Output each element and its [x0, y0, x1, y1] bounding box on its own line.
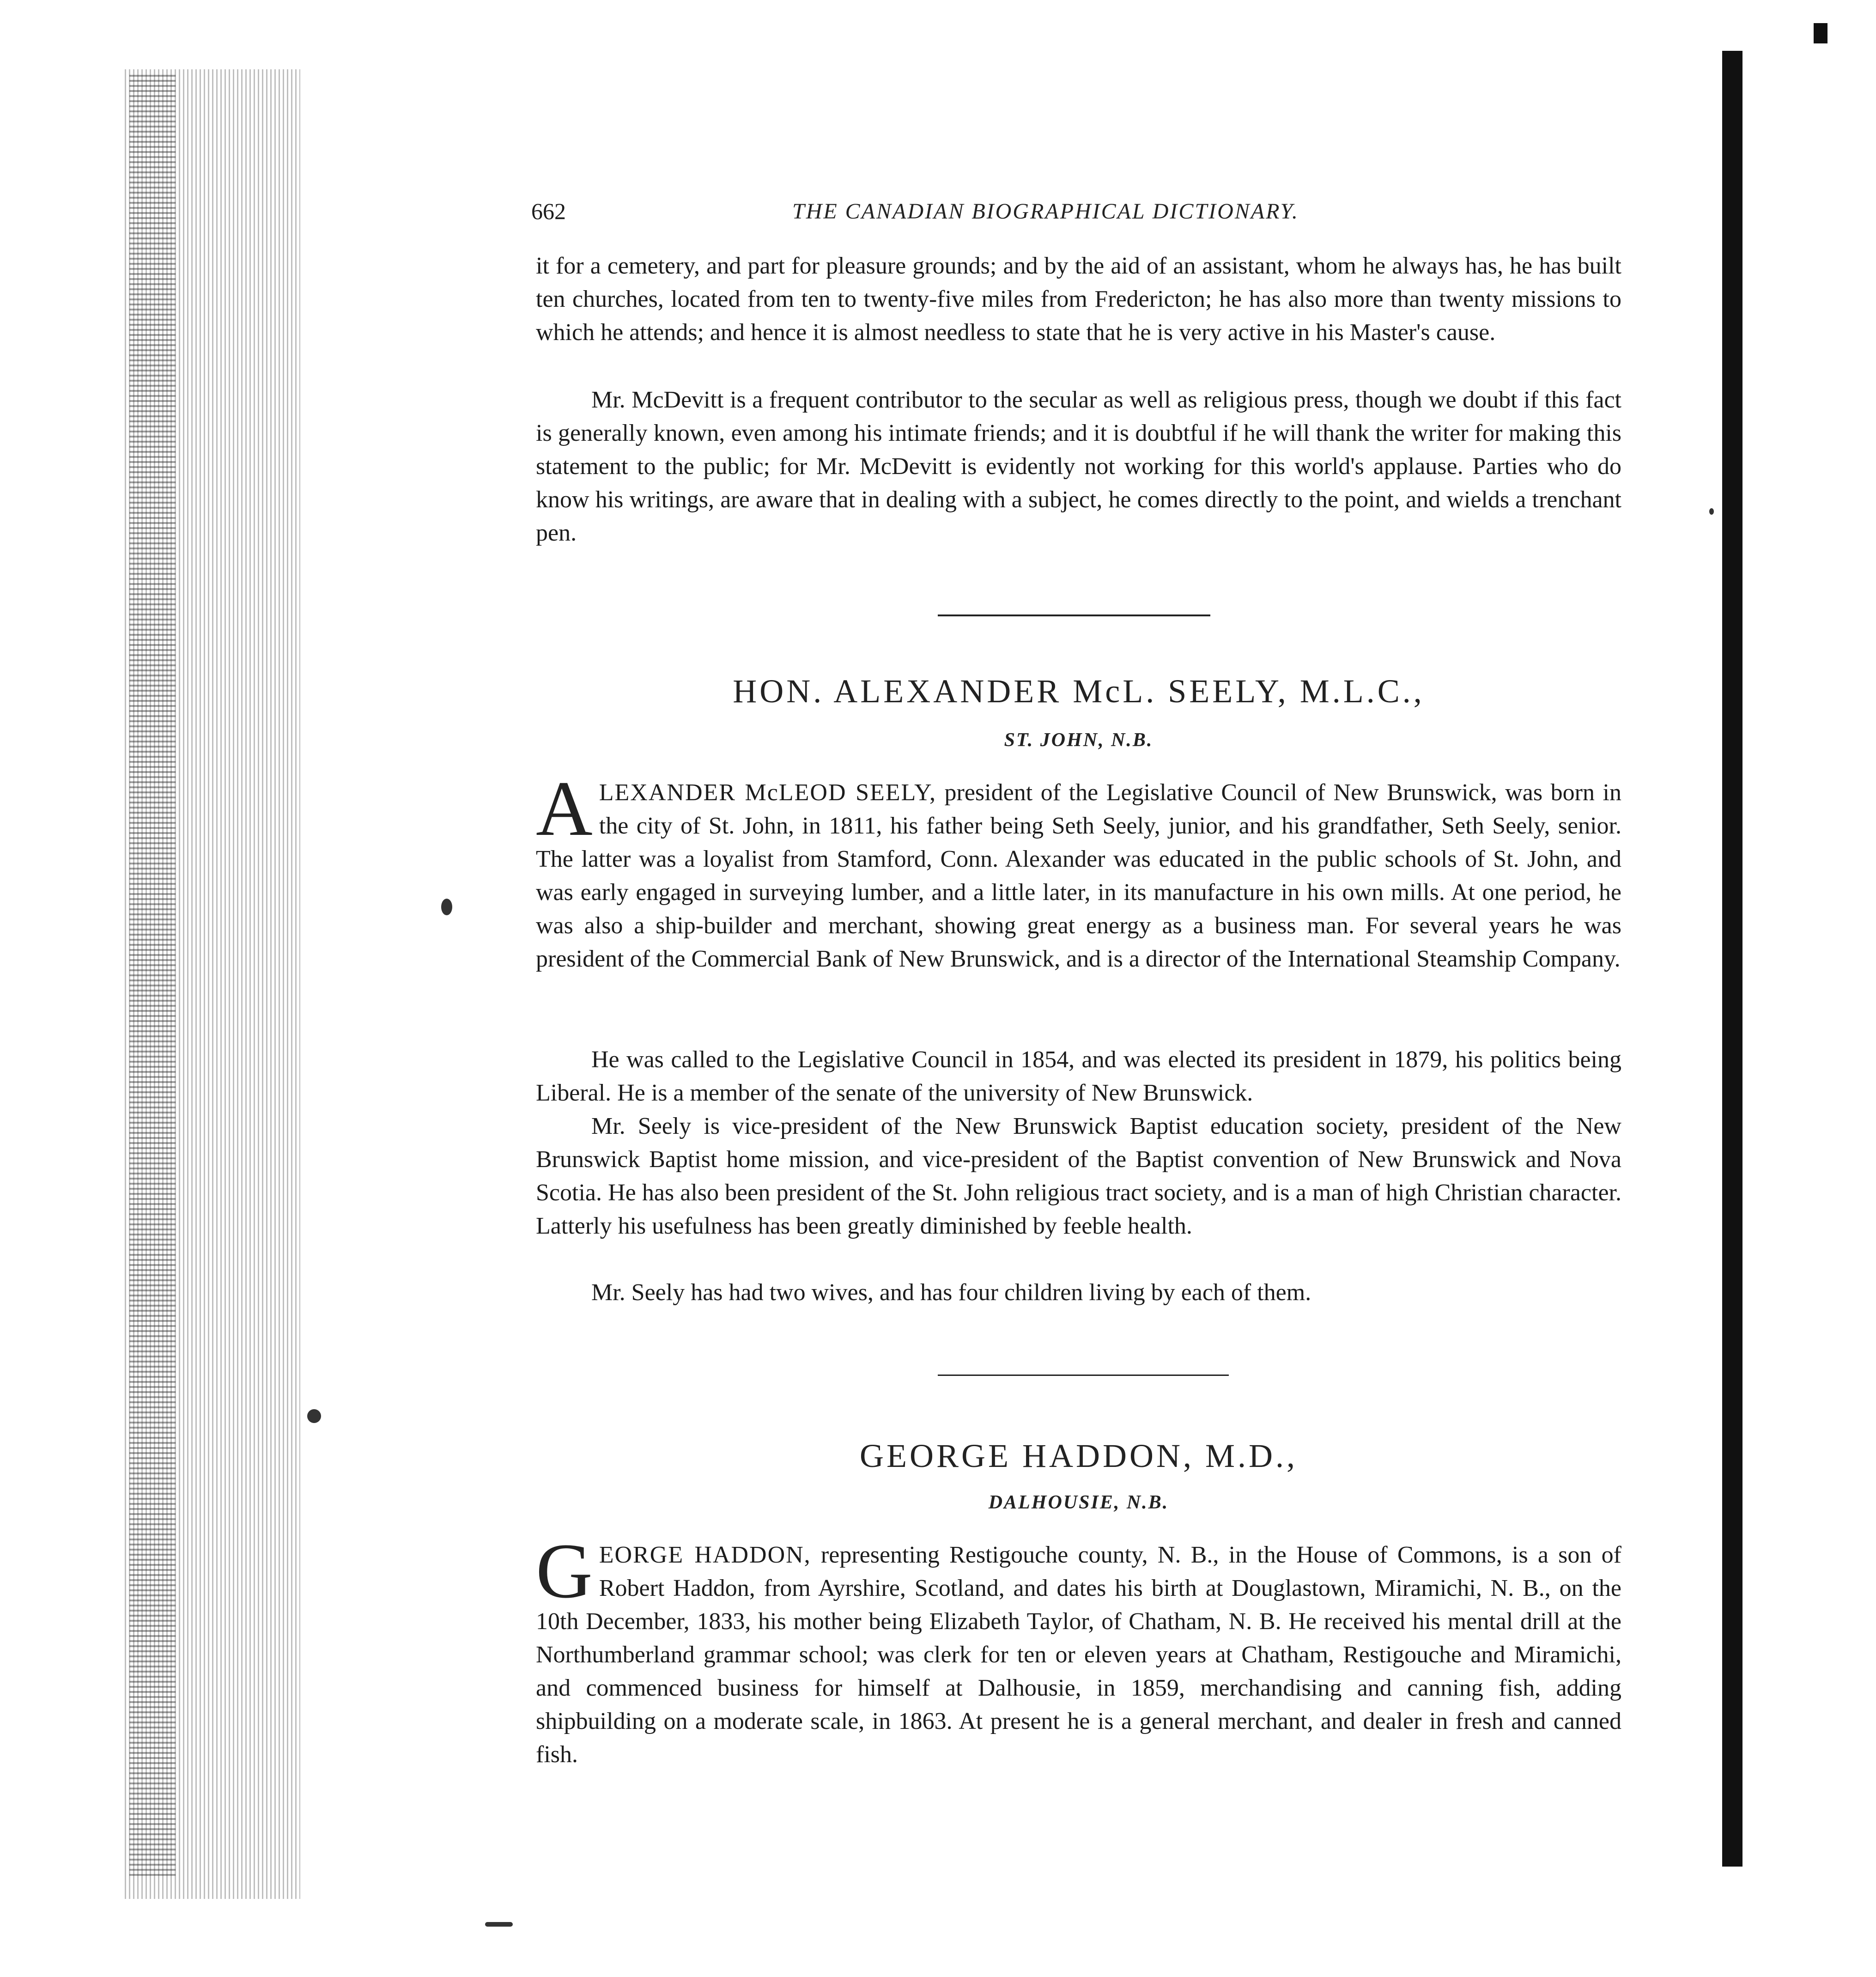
entry-place-haddon: DALHOUSIE, N.B.: [988, 1492, 1169, 1513]
scan-speck: [1709, 508, 1714, 515]
scan-speck: [485, 1922, 513, 1927]
scan-speck: [441, 899, 452, 915]
seely-paragraph-1: [536, 765, 1621, 976]
section-divider: [938, 614, 1210, 616]
seely-paragraph-2: He was called to the Legislative Council in 1854, and was elected its president in 1879, his politics being Liberal. He is a member of the senate of the university of New Brunswick.: [536, 1046, 1621, 1106]
continued-paragraph-2: Mr. McDevitt is a frequent contributor to the secular as well as religious press, though we doubt if this fact is generally known, even among his intimate friends; and it is doubtful if he will thank the writer for making this statement to the public; for Mr. McDevitt is evidently not working for this world's applause. Parties who do know his writings, are aware that in dealing with a subject, he comes directly to the point, and wields a trenchant pen.: [536, 387, 1621, 546]
seely-paragraph-3: Mr. Seely is vice-president of the New Brunswick Baptist education society, president of the New Brunswick Baptist home mission, and vice-president of the Baptist convention of New Brunswick and Nova Scotia. He has also been president of the St. John religious tract society, and is a man of high Christian character. Latterly his usefulness has been greatly diminished by feeble health.: [536, 1113, 1621, 1239]
page-number: 662: [531, 198, 566, 224]
section-divider: [938, 1375, 1229, 1376]
scan-speck: [307, 1409, 321, 1423]
continued-paragraph-1: it for a cemetery, and part for pleasure grounds; and by the aid of an assistant, whom he always has, he has built ten churches, located from ten to twenty-five miles from Fredericton; he has also more than twenty missions to which he attends; and hence it is almost needless to state that he is very active in his Master's cause.: [536, 253, 1621, 346]
binding-edge: [129, 74, 176, 1876]
running-head-title: THE CANADIAN BIOGRAPHICAL DICTIONARY.: [792, 199, 1299, 224]
corner-mark: [1814, 23, 1827, 43]
dropcap-g: G: [536, 1527, 593, 1614]
haddon-paragraph-1: [536, 1527, 1621, 1771]
seely-lead: LEXANDER McLEOD SEELY,: [599, 779, 936, 806]
seely-paragraph-4: Mr. Seely has had two wives, and has four children living by each of them.: [591, 1279, 1311, 1306]
haddon-paragraph-1-text: representing Restigouche county, N. B., in the House of Commons, is a son of Robert Haddon, from Ayrshire, Scotland, and dates his birth at Douglastown, Miramichi, N. B., on the 10th December, 1833, his mother being Elizabeth Taylor, of Chatham, N. B. He received his mental drill at the Northumberland grammar school; was clerk for ten or eleven years at Chatham, Restigouche and Miramichi, and commenced business for himself at Dalhousie, in 1859, merchandising and canning fish, adding shipbuilding on a moderate scale, in 1863. At present he is a general merchant, and dealer in fresh and canned fish.: [536, 1542, 1621, 1768]
entry-place-seely: ST. JOHN, N.B.: [1004, 730, 1154, 751]
dropcap-a: A: [536, 765, 593, 852]
entry-title-haddon: GEORGE HADDON, M.D.,: [860, 1437, 1298, 1474]
right-edge-bar: [1722, 51, 1742, 1867]
entry-title-seely: HON. ALEXANDER McL. SEELY, M.L.C.,: [733, 673, 1425, 710]
seely-paragraph-1-text: president of the Legislative Council of New Brunswick, was born in the city of St. John, in 1811, his father being Seth Seely, junior, and his grandfather, Seth Seely, senior. The latter was a loyalist from Stamford, Conn. Alexander was educated in the public schools of St. John, and was early engaged in surveying lumber, and a little later, in its manufacture in his own mills. At one period, he was also a ship-builder and merchant, showing great energy as a business man. For several years he was president of the Commercial Bank of New Brunswick, and is a director of the International Steamship Company.: [536, 779, 1621, 972]
haddon-lead: EORGE HADDON,: [599, 1542, 811, 1568]
